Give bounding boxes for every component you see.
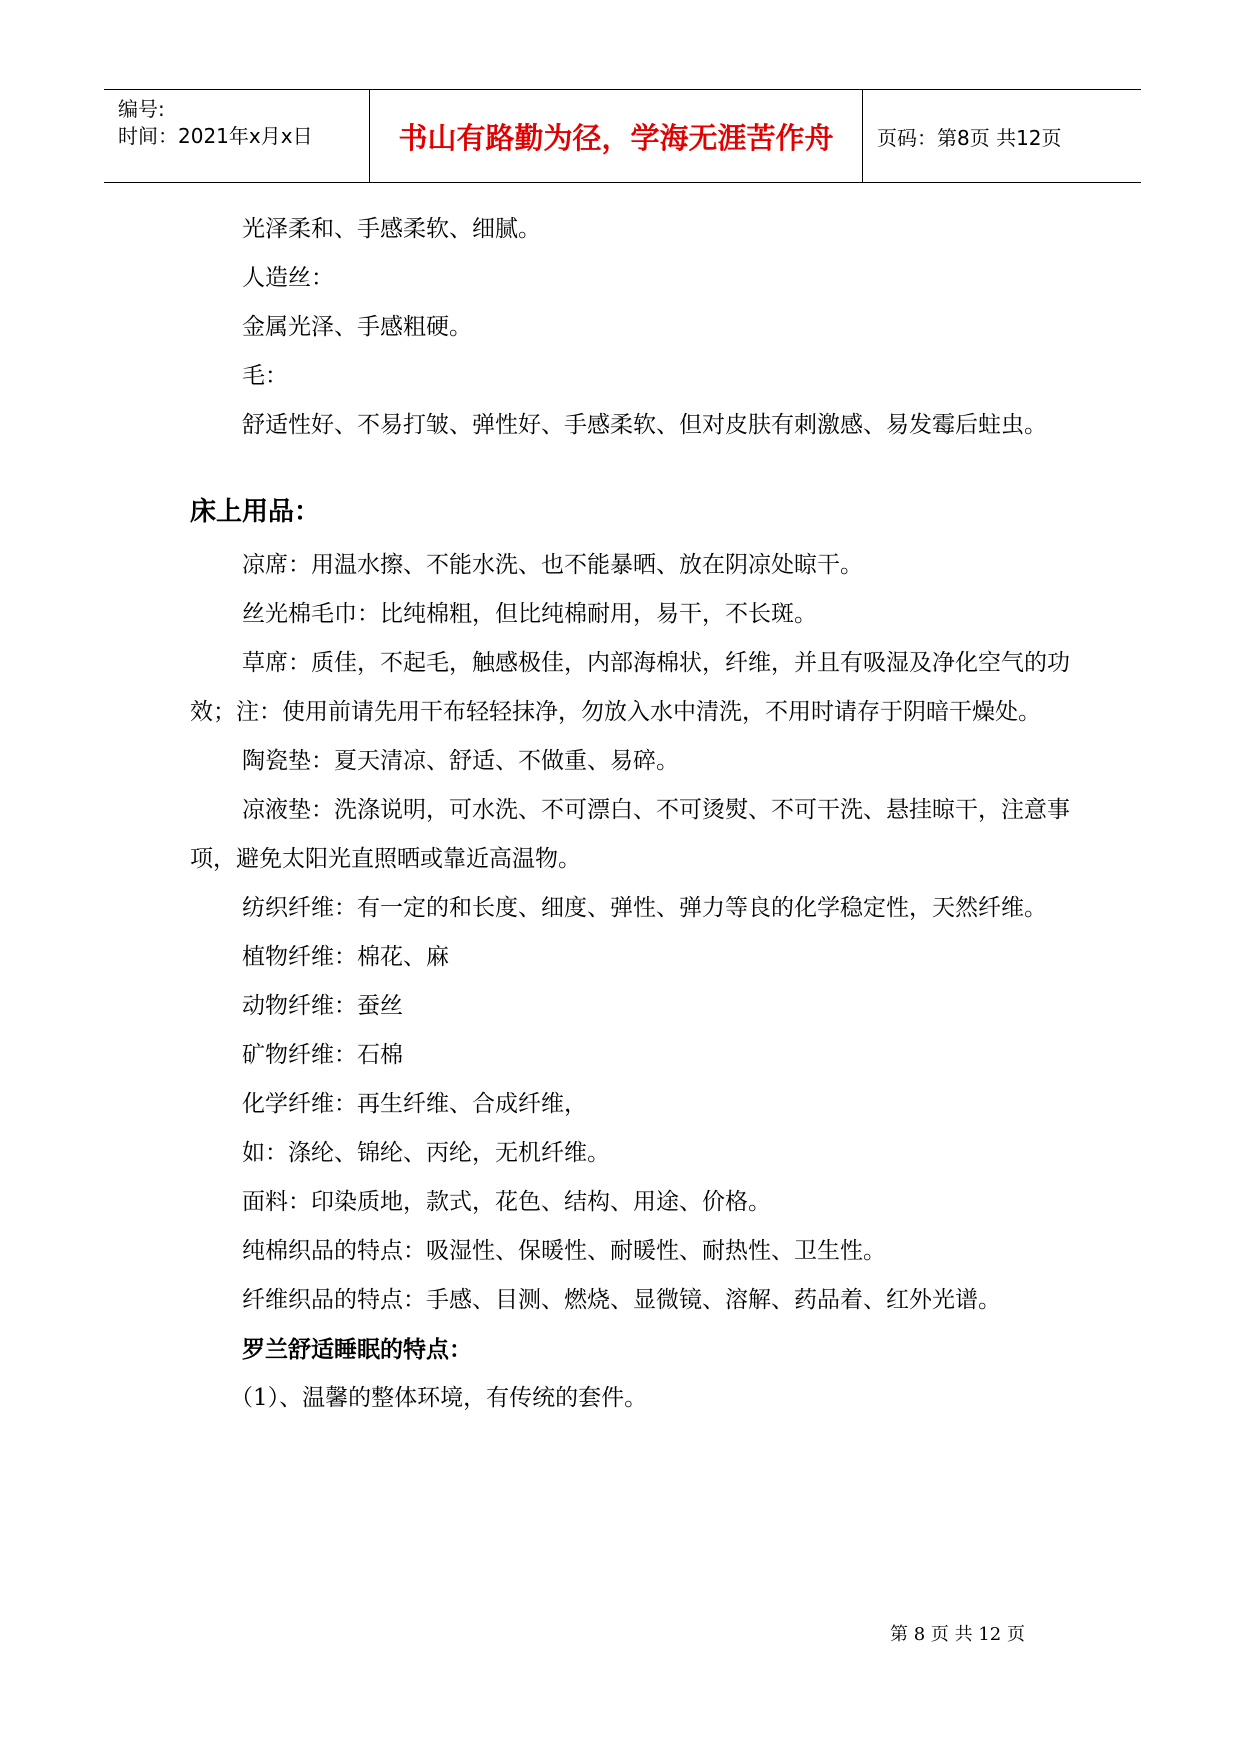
paragraph: 植物纤维：棉花、麻: [242, 944, 449, 970]
paragraph: 凉液垫：洗涤说明，可水洗、不可漂白、不可烫熨、不可干洗、悬挂晾干，注意事项，避免太阳光直照晒或靠近高温物。: [190, 797, 1070, 872]
paragraph: 纺织纤维：有一定的和长度、细度、弹性、弹力等良的化学稳定性，天然纤维。: [242, 895, 1047, 921]
paragraph: 人造丝：: [242, 265, 334, 291]
paragraph: 如：涤纶、锦纶、丙纶，无机纤维。: [242, 1140, 610, 1166]
page-footer: 第 8 页 共 12 页: [890, 1624, 1025, 1645]
paragraph: 动物纤维：蚕丝: [242, 993, 403, 1019]
header-meta-cell: [104, 90, 370, 182]
section-heading: 床上用品：: [190, 497, 321, 527]
paragraph: （1）、温馨的整体环境，有传统的套件。: [230, 1385, 648, 1411]
paragraph: 纤维织品的特点：手感、目测、燃烧、显微镜、溶解、药品着、红外光谱。: [242, 1287, 1001, 1313]
paragraph: 丝光棉毛巾：比纯棉粗，但比纯棉耐用，易干，不长斑。: [242, 601, 817, 627]
paragraph: 面料：印染质地，款式，花色、结构、用途、价格。: [242, 1189, 771, 1215]
paragraph: 凉席：用温水擦、不能水洗、也不能暴晒、放在阴凉处晾干。: [242, 552, 863, 578]
paragraph: 纯棉织品的特点：吸湿性、保暖性、耐暖性、耐热性、卫生性。: [242, 1238, 886, 1264]
paragraph: 舒适性好、不易打皱、弹性好、手感柔软、但对皮肤有刺激感、易发霉后蛀虫。: [242, 412, 1047, 438]
paragraph: 矿物纤维：石棉: [242, 1042, 403, 1068]
document-number-label: 编号:: [118, 97, 165, 121]
paragraph: 毛：: [242, 363, 288, 389]
bold-subheading: 罗兰舒适睡眠的特点：: [242, 1336, 472, 1363]
paragraph: 陶瓷垫：夏天清凉、舒适、不做重、易碎。: [242, 748, 679, 774]
page-header: [104, 89, 1141, 183]
paragraph: 化学纤维：再生纤维、合成纤维，: [242, 1091, 587, 1117]
document-body: [190, 205, 1070, 1423]
header-motto: 书山有路勤为径，学海无涯苦作舟: [370, 90, 863, 182]
document-time-label: 时间：2021年x月x日: [118, 124, 313, 148]
header-page-code: 页码：第8页 共12页: [877, 125, 1062, 150]
paragraph: 草席：质佳，不起毛，触感极佳，内部海棉状，纤维，并且有吸湿及净化空气的功效；注：使用前请先用干布轻轻抹净，勿放入水中清洗，不用时请存于阴暗干燥处。: [190, 650, 1070, 725]
paragraph: 光泽柔和、手感柔软、细腻。: [242, 216, 541, 242]
paragraph: 金属光泽、手感粗硬。: [242, 314, 472, 340]
